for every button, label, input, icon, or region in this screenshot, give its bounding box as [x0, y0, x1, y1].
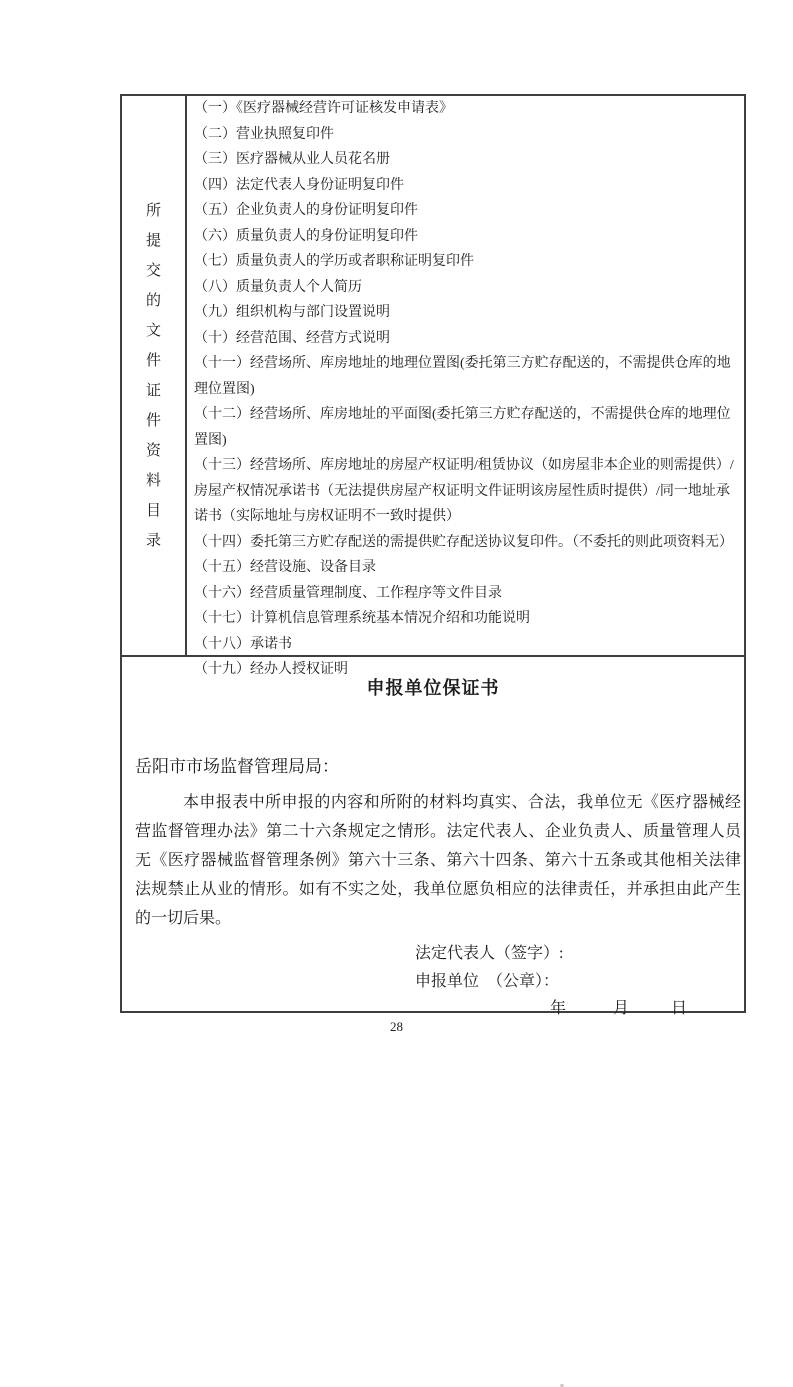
- document-list-item: （八）质量负责人个人简历: [194, 279, 362, 295]
- vertical-label-char: 件: [145, 412, 161, 429]
- vertical-label-char: 件: [145, 352, 161, 369]
- document-list-item: （九）组织机构与部门设置说明: [194, 305, 390, 320]
- document-list-item: （十六）经营质量管理制度、工作程序等文件目录: [194, 585, 502, 601]
- vertical-label-char: 录: [145, 532, 161, 549]
- document-list-item: （七）质量负责人的学历或者职称证明复印件: [194, 254, 474, 269]
- vertical-label-char: 所: [145, 202, 161, 219]
- document-list-item: （十四）委托第三方贮存配送的需提供贮存配送协议复印件。（不委托的则此项资料无）: [194, 534, 733, 550]
- application-form-table: [120, 94, 746, 1017]
- submitted-documents-row: [122, 96, 744, 677]
- vertical-label-char: 交: [145, 262, 161, 279]
- document-list-item: （十二）经营场所、库房地址的平面图(委托第三方贮存配送的，不需提供仓库的地理位置图): [194, 407, 731, 448]
- document-list-item: （十三）经营场所、库房地址的房屋产权证明/租赁协议（如房屋非本企业的则需提供）/房屋产权情况承诺书（无法提供房屋产权证明文件证明该房屋性质时提供）/同一地址承诺书（实际地址与房权证明不一致时提供）: [194, 458, 734, 524]
- guarantee-body-paragraph: 本申报表中所申报的内容和所附的材料均真实、合法，我单位无《医疗器械经营监督管理办法》第二十六条规定之情形。法定代表人、企业负责人、质量管理人员无《医疗器械监督管理条例》第六十三条、第六十四条、第六十五条或其他相关法律法规禁止从业的情形。如有不实之处，我单位愿负相应的法律责任，并承担由此产生的一切后果。: [135, 794, 741, 927]
- legal-representative-signature-label: 法定代表人（签字）:: [415, 945, 564, 962]
- document-list-item: （四）法定代表人身份证明复印件: [194, 177, 404, 193]
- guarantee-letter-title: 申报单位保证书: [366, 678, 500, 698]
- document-list-item: （五）企业负责人的身份证明复印件: [194, 203, 418, 218]
- page-number: 28: [390, 1019, 403, 1034]
- guarantee-salutation: 岳阳市市场监督管理局局：: [135, 757, 339, 776]
- vertical-label-char: 证: [145, 382, 161, 399]
- document-list-item: （十八）承诺书: [194, 636, 292, 652]
- document-list-item: （十五）经营设施、设备目录: [194, 560, 376, 575]
- vertical-label-char: 资: [145, 442, 161, 459]
- document-list-item: （三）医疗器械从业人员花名册: [194, 152, 390, 167]
- document-list-item: （十一）经营场所、库房地址的地理位置图(委托第三方贮存配送的，不需提供仓库的地理位置图): [194, 356, 731, 397]
- vertical-label-char: 文: [145, 322, 161, 339]
- vertical-label-char: 提: [145, 232, 161, 249]
- applicant-unit-seal-label: 申报单位 （公章）：: [415, 973, 560, 990]
- document-list-item: （十）经营范围、经营方式说明: [194, 330, 390, 346]
- document-list-item: （一）《医疗器械经营许可证核发申请表》: [194, 101, 453, 116]
- document-list-item: （十七）计算机信息管理系统基本情况介绍和功能说明: [194, 611, 530, 626]
- submitted-documents-label-cell: [122, 96, 187, 655]
- submitted-documents-list: [187, 96, 744, 677]
- date-day-label: 日: [671, 1000, 688, 1017]
- vertical-label-char: 料: [145, 472, 161, 489]
- vertical-label-char: 的: [145, 292, 161, 309]
- document-list-item: （二）营业执照复印件: [194, 126, 334, 142]
- document-list-item: （十九）经办人授权证明: [194, 662, 348, 677]
- document-list-item: （六）质量负责人的身份证明复印件: [194, 228, 418, 244]
- date-month-label: 月: [613, 1000, 630, 1017]
- date-line: [550, 995, 687, 1018]
- vertical-label-char: 目: [145, 502, 161, 519]
- guarantee-letter-section: [122, 657, 744, 1017]
- date-year-label: 年: [550, 1000, 567, 1017]
- submitted-documents-vertical-label: [146, 196, 161, 556]
